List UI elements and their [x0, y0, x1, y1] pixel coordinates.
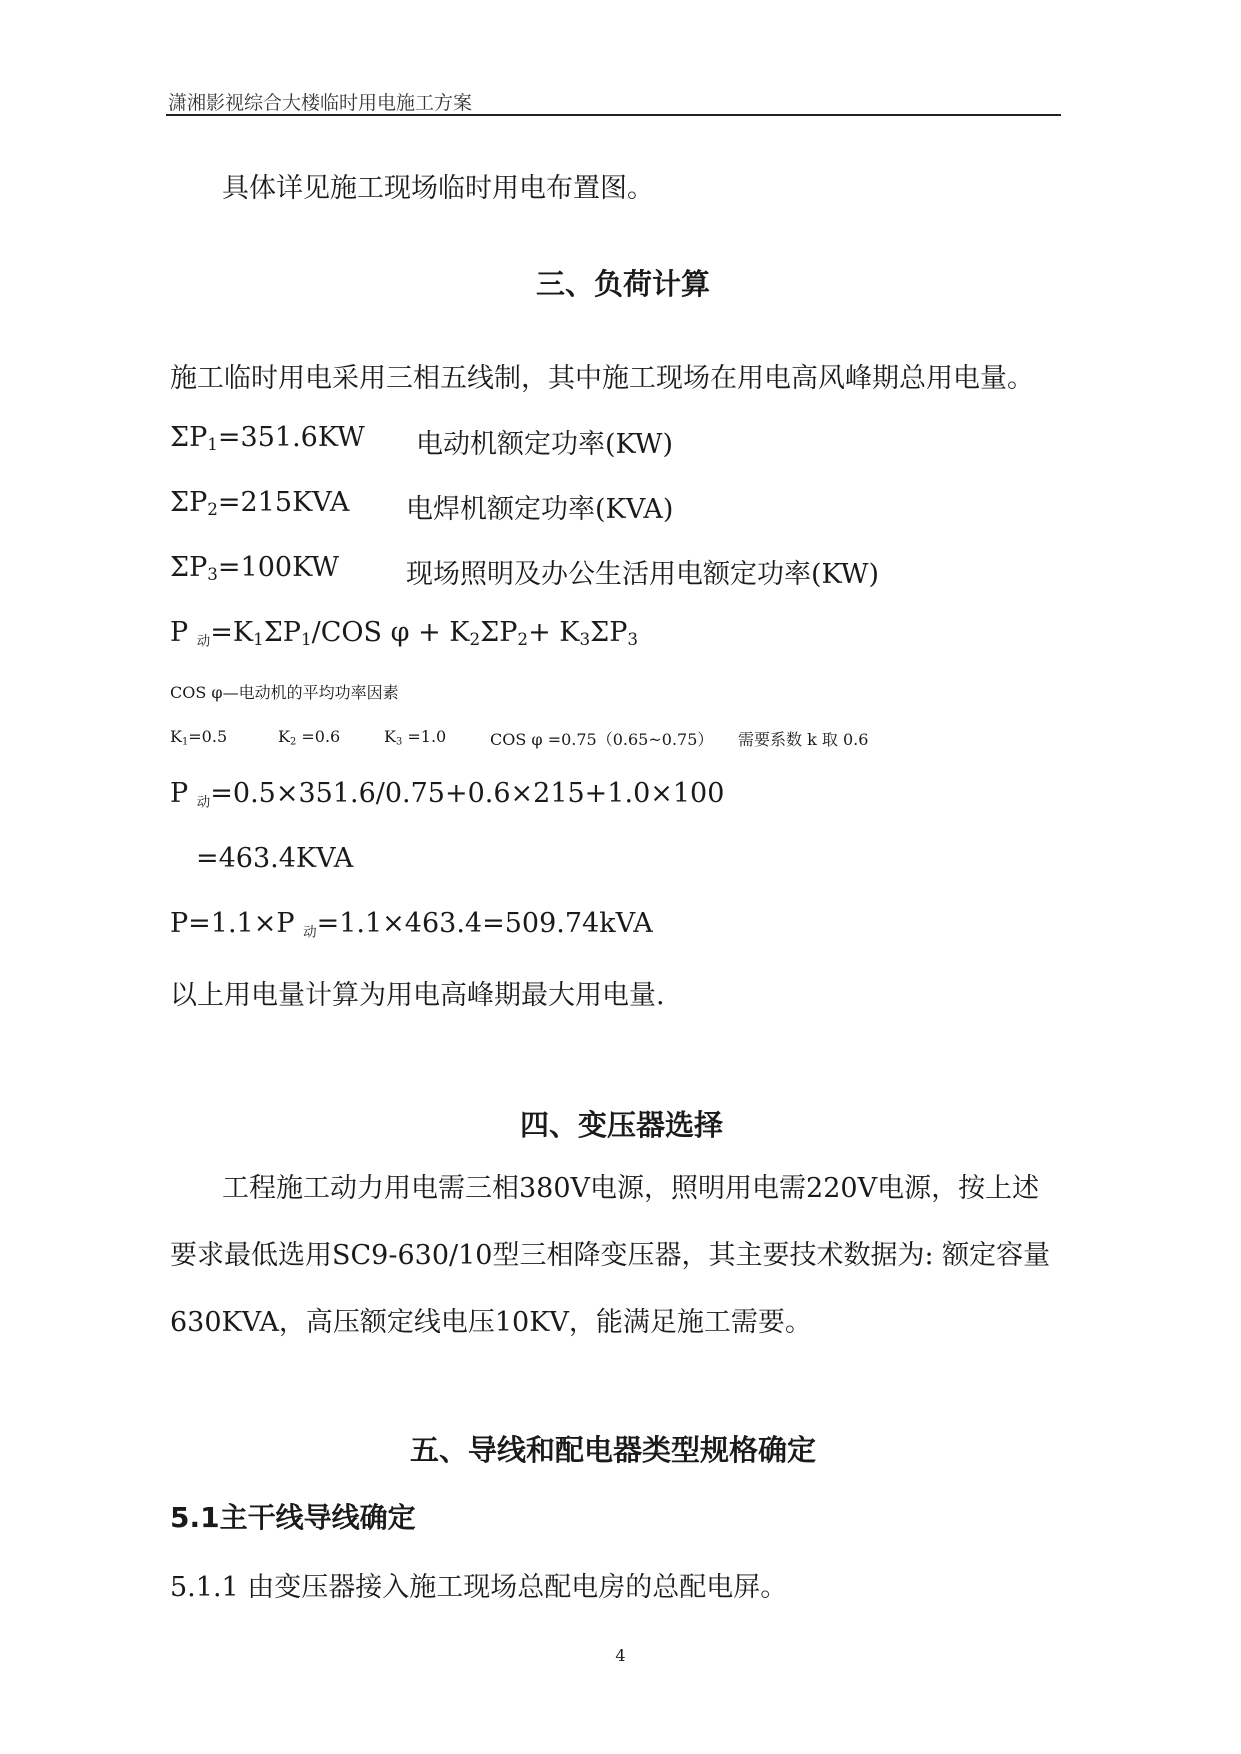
calc3-part-b: =1.1×463.4=509.74kVA [316, 908, 653, 939]
p3-desc: 现场照明及办公生活用电额定功率(KW) [406, 559, 880, 590]
section-4-line-3: 630KVA，高压额定线电压10KV，能满足施工需要。 [170, 1307, 812, 1338]
calc-line-2: =463.4KVA [196, 843, 354, 874]
formula-part-a: =K [210, 617, 254, 648]
k3-coef [384, 727, 446, 747]
calc1-dong: 动 [196, 794, 211, 811]
calc1-p: P [170, 778, 189, 809]
formula-p: P [170, 617, 189, 648]
k2-sub: 2 [289, 736, 297, 748]
section-3-para: 施工临时用电采用三相五线制，其中施工现场在用电高风峰期总用电量。 [170, 363, 1034, 394]
p1-sum: ΣP [170, 422, 208, 453]
p2-desc: 电焊机额定功率(KVA) [406, 494, 674, 525]
formula-sub-5: 3 [579, 629, 591, 650]
k2-coef [278, 727, 340, 747]
page-number: 4 [615, 1646, 626, 1665]
calc1-expression: =0.5×351.6/0.75+0.6×215+1.0×100 [210, 778, 725, 809]
conclusion: 以上用电量计算为用电高峰期最大用电量. [170, 980, 665, 1011]
section-4-line-1: 工程施工动力用电需三相380V电源，照明用电需220V电源，按上述 [222, 1173, 1040, 1204]
k2-value: =0.6 [296, 727, 341, 746]
k3-sub: 3 [395, 736, 403, 748]
k1-coef [170, 727, 227, 747]
section-3-title: 三、负荷计算 [536, 267, 711, 301]
p2-sum: ΣP [170, 487, 208, 518]
p1-row [170, 422, 365, 454]
section-4-line-2: 要求最低选用SC9-630/10型三相降变压器，其主要技术数据为: 额定容量 [170, 1240, 1051, 1271]
formula-line [170, 617, 638, 650]
p1-sub: 1 [207, 434, 218, 455]
demand-coef: 需要系数 k 取 0.6 [738, 730, 869, 749]
subsection-5-1-title: 5.1主干线导线确定 [170, 1501, 416, 1534]
section-5-title: 五、导线和配电器类型规格确定 [410, 1433, 817, 1467]
header-rule [166, 114, 1061, 116]
formula-dong: 动 [196, 633, 211, 650]
formula-sub-1: 1 [253, 629, 264, 650]
formula-sub-3: 2 [469, 629, 481, 650]
p2-sub: 2 [207, 499, 218, 520]
calc-line-3 [170, 908, 653, 941]
cos-coef: COS φ =0.75（0.65~0.75） [490, 730, 714, 749]
cos-note: COS φ—电动机的平均功率因素 [170, 683, 399, 702]
item-5-1-1: 5.1.1 由变压器接入施工现场总配电房的总配电屏。 [170, 1572, 788, 1603]
k2-letter: K [278, 727, 290, 746]
p3-sum: ΣP [170, 552, 208, 583]
formula-part-f: ΣP [590, 617, 628, 648]
running-header: 潇湘影视综合大楼临时用电施工方案 [168, 92, 473, 114]
k3-letter: K [384, 727, 396, 746]
calc3-part-a: P=1.1×P [170, 908, 295, 939]
formula-sub-4: 2 [517, 629, 529, 650]
formula-sub-2: 1 [300, 629, 312, 650]
k1-letter: K [170, 727, 182, 746]
formula-part-b: ΣP [263, 617, 301, 648]
p2-value: =215KVA [217, 487, 350, 518]
k1-value: =0.5 [188, 727, 228, 746]
p2-row [170, 487, 349, 519]
formula-part-c: /COS φ + K [311, 617, 470, 648]
p3-sub: 3 [207, 564, 218, 585]
section-4-title: 四、变压器选择 [520, 1108, 724, 1142]
calc3-dong: 动 [303, 924, 317, 941]
p1-value: =351.6KW [217, 422, 365, 453]
k1-sub: 1 [181, 736, 189, 748]
calc-line-1 [170, 778, 724, 811]
formula-sub-6: 3 [627, 629, 639, 650]
k3-value: =1.0 [402, 727, 447, 746]
p1-desc: 电动机额定功率(KW) [416, 429, 674, 460]
formula-part-e: + K [528, 617, 580, 648]
intro-line: 具体详见施工现场临时用电布置图。 [222, 173, 654, 204]
p3-row [170, 552, 339, 584]
p3-value: =100KW [217, 552, 340, 583]
formula-part-d: ΣP [480, 617, 518, 648]
